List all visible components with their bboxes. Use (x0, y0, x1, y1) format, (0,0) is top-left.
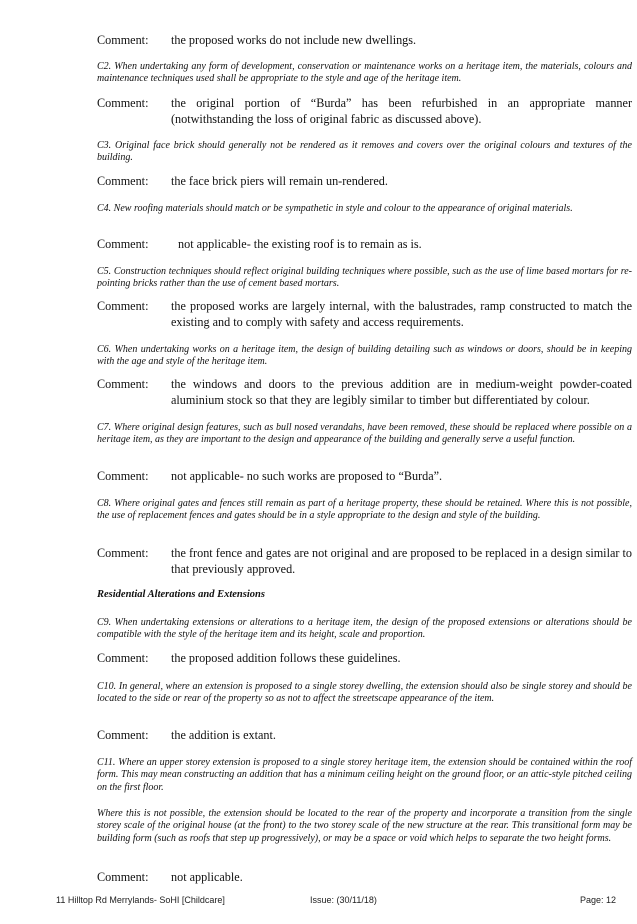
comment-text: the front fence and gates are not original and are proposed to be replaced in a design similar to that previously approved. (171, 546, 632, 576)
criterion-c7: C7. Where original design features, such as bull nosed verandahs, have been removed, these should be replaced where possible on a heritage item, as they are important to the design and appearance of the building and generally serve a useful function. (97, 422, 632, 446)
comment-text: the addition is extant. (171, 728, 276, 742)
comment-text: the windows and doors to the previous addition are in medium-weight powder-coated aluminium stock so that they are legibly similar to timber but differentiated by colour. (171, 377, 632, 407)
comment-block (97, 236, 632, 252)
comment-label: Comment: (97, 651, 149, 665)
comment-block (97, 32, 632, 48)
comment-text: the face brick piers will remain un-rendered. (171, 174, 388, 188)
footer-document-title: 11 Hilltop Rd Merrylands- SoHI [Childcare] (56, 895, 225, 905)
comment-label: Comment: (97, 728, 149, 742)
comment-block (97, 376, 632, 408)
criterion-c11-continued: Where this is not possible, the extension should be located to the rear of the property and incorporate a transition from the single storey scale of the original house (at the front) to the two storey scale of the new structure at the rear. This transitional form may be building form (such as roofs that step up progressively), or may be a space or void which helps to separate the two height forms. (97, 808, 632, 844)
criterion-c3: C3. Original face brick should generally not be rendered as it removes and covers over the original colours and textures of the building. (97, 140, 632, 164)
section-heading: Residential Alterations and Extensions (97, 589, 265, 600)
footer-issue-date: Issue: (30/11/18) (310, 895, 377, 905)
criterion-c2: C2. When undertaking any form of development, conservation or maintenance works on a heritage item, the materials, colours and maintenance techniques used shall be appropriate to the style and age of the heritage item. (97, 61, 632, 85)
comment-label: Comment: (97, 96, 149, 110)
comment-text: not applicable. (171, 870, 243, 884)
criterion-c4: C4. New roofing materials should match or be sympathetic in style and colour to the appearance of original materials. (97, 203, 573, 214)
criterion-c11: C11. Where an upper storey extension is proposed to a single storey heritage item, the extension should be contained within the roof form. This may mean constructing an addition that has a minimum ceiling height on the ground floor, or an attic-style pitched ceiling on the first floor. (97, 757, 632, 793)
comment-text: not applicable- no such works are proposed to “Burda”. (171, 469, 443, 483)
comment-label: Comment: (97, 469, 149, 483)
comment-block (97, 650, 632, 666)
comment-block (97, 869, 632, 885)
comment-label: Comment: (97, 546, 149, 560)
comment-block (97, 95, 632, 127)
comment-text: the proposed addition follows these guidelines. (171, 651, 401, 665)
comment-label: Comment: (97, 377, 149, 391)
comment-label: Comment: (97, 299, 149, 313)
comment-block (97, 727, 632, 743)
comment-block (97, 173, 632, 189)
comment-block (97, 545, 632, 577)
comment-label: Comment: (97, 870, 149, 884)
comment-label: Comment: (97, 174, 149, 188)
criterion-c8: C8. Where original gates and fences still remain as part of a heritage property, these should be retained. Where this is not possible, the use of replacement fences and gates should be in a style appropriate to the design and style of the building. (97, 498, 632, 522)
comment-block (97, 298, 632, 330)
comment-label: Comment: (97, 33, 149, 47)
comment-text: the proposed works do not include new dwellings. (171, 33, 417, 47)
criterion-c6: C6. When undertaking works on a heritage item, the design of building detailing such as windows or doors, should be in keeping with the age and style of the heritage item. (97, 344, 632, 368)
criterion-c9: C9. When undertaking extensions or alterations to a heritage item, the design of the proposed extensions or alterations should be compatible with the style of the heritage item and its height, scale and proportion. (97, 617, 632, 641)
criterion-c5: C5. Construction techniques should reflect original building techniques where possible, such as the use of lime based mortars for re-pointing bricks rather than the use of cement based mortars. (97, 266, 632, 290)
comment-label: Comment: (97, 237, 149, 251)
comment-text: the proposed works are largely internal, with the balustrades, ramp constructed to match the existing and to comply with safety and access requirements. (171, 299, 632, 329)
comment-block (97, 468, 632, 484)
footer-page-number: Page: 12 (580, 895, 617, 905)
criterion-c10: C10. In general, where an extension is proposed to a single storey dwelling, the extension should also be single storey and should be located to the side or rear of the property so as not to affect the streetscape appearance of the item. (97, 681, 632, 705)
comment-text: not applicable- the existing roof is to remain as is. (178, 237, 422, 251)
comment-text: the original portion of “Burda” has been refurbished in an appropriate manner (notwithstanding the loss of original fabric as discussed above). (171, 96, 632, 126)
